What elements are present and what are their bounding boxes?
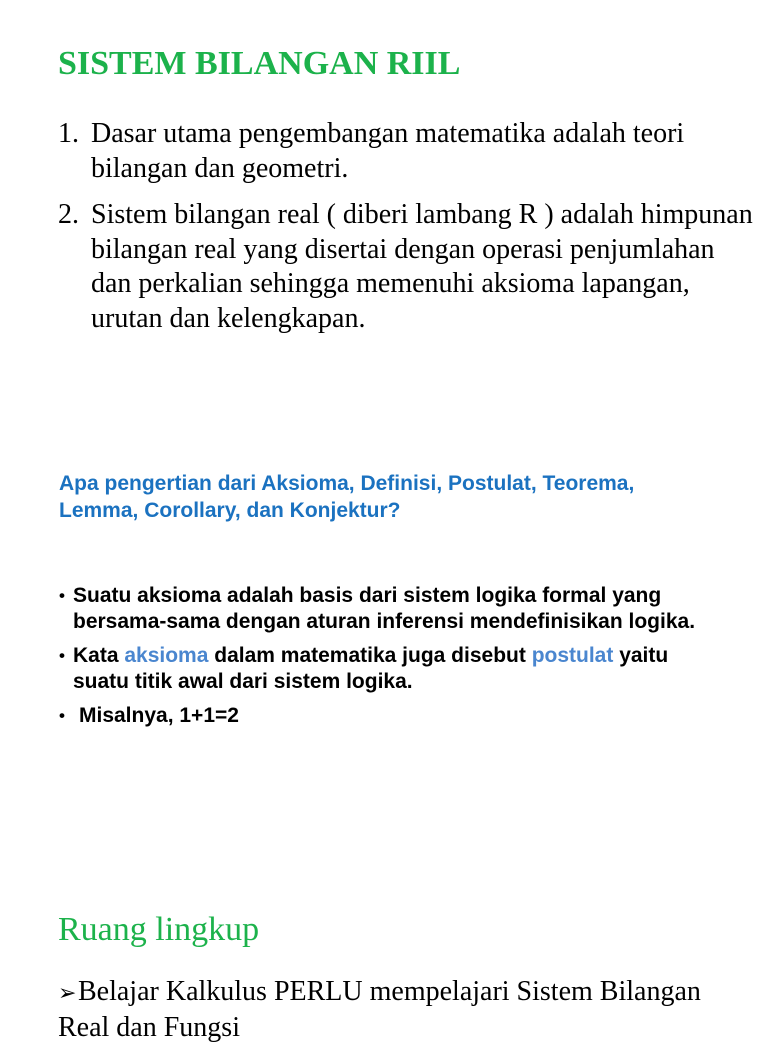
bullet-icon: • [59, 586, 65, 605]
bullet-text: Suatu aksioma adalah basis dari sistem logika formal yang bersama-sama dengan aturan inferensi mendefinisikan logika. [73, 584, 696, 633]
bullet-text-part: dalam matematika juga disebut [208, 644, 532, 667]
item-number: 2. [58, 199, 79, 230]
bullet-text [73, 644, 668, 693]
arrow-bullet-icon: ➢ [58, 981, 77, 1006]
bullet-text-part: Kata [73, 644, 125, 667]
bullet-item [59, 583, 719, 635]
bullet-icon: • [59, 646, 65, 665]
arrow-list-item [58, 975, 748, 1045]
item-number: 1. [58, 118, 79, 149]
bullet-icon: • [59, 706, 65, 725]
item-text: Sistem bilangan real ( diberi lambang R ) adalah himpunan bilangan real yang disertai dengan operasi penjumlahan dan perkalian sehingga memenuhi aksioma lapangan, urutan dan kelengkapan. [91, 199, 753, 334]
question-heading: Apa pengertian dari Aksioma, Definisi, Postulat, Teorema, Lemma, Corollary, dan Konjektur? [59, 472, 635, 522]
bullet-item [59, 703, 719, 729]
bullet-list [59, 583, 719, 737]
bullet-text: Misalnya, 1+1=2 [79, 704, 239, 727]
list-item [58, 198, 758, 336]
term-aksioma: aksioma [124, 644, 209, 667]
item-text: Dasar utama pengembangan matematika adalah teori bilangan dan geometri. [91, 118, 685, 184]
slide-title: SISTEM BILANGAN RIIL [58, 45, 461, 82]
list-item [58, 117, 758, 186]
term-postulat: postulat [531, 644, 614, 667]
bullet-text-part: yaitu suatu titik awal dari sistem logika. [73, 644, 669, 693]
numbered-list [58, 117, 758, 336]
arrow-item-text: Belajar Kalkulus PERLU mempelajari Sistem Bilangan Real dan Fungsi [58, 976, 701, 1043]
section-title: Ruang lingkup [58, 911, 260, 948]
bullet-item [59, 643, 719, 695]
